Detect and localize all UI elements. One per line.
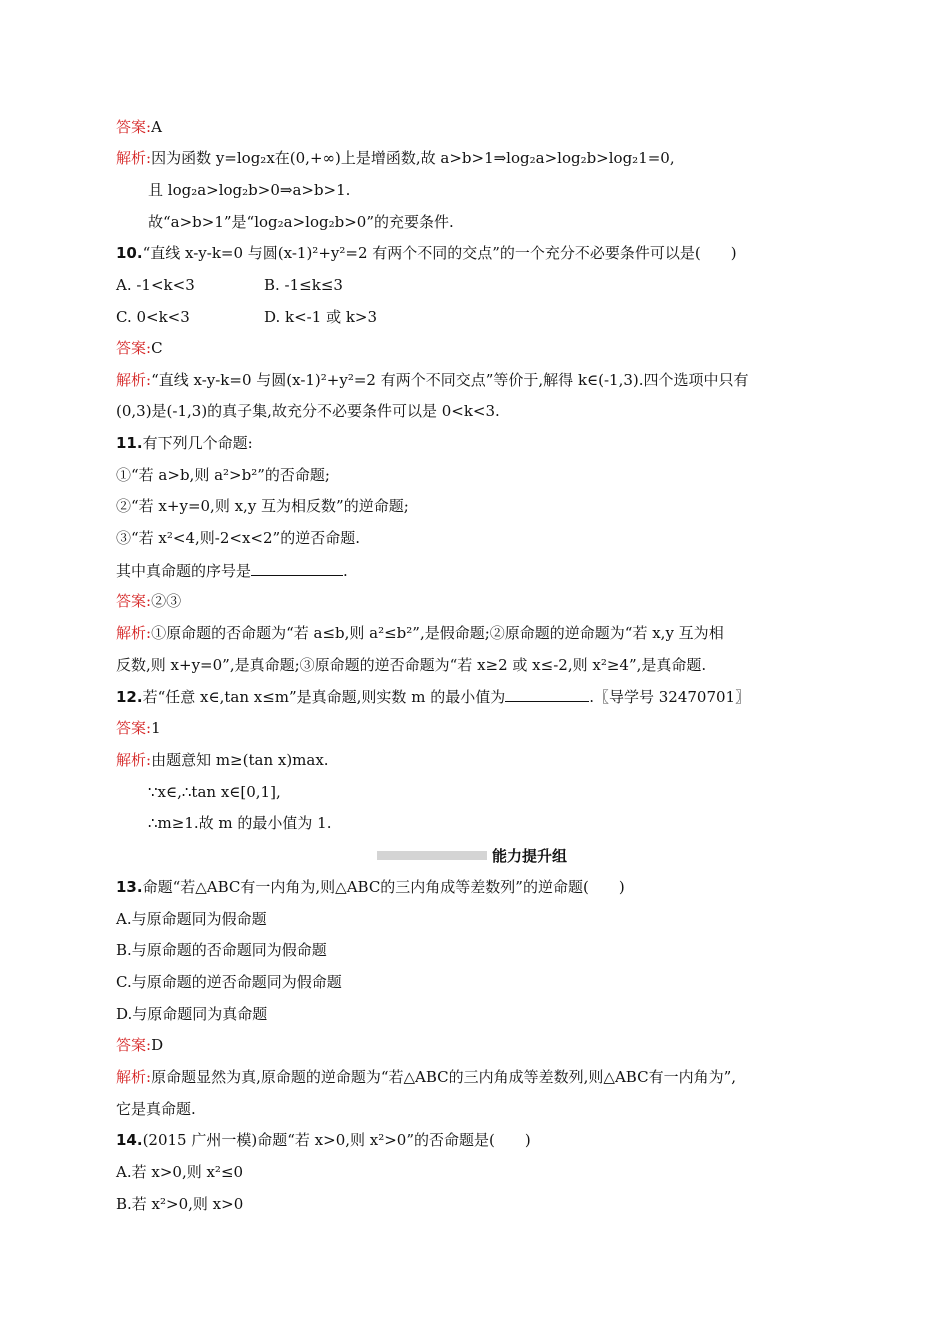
question-10: 10.“直线 x-y-k=0 与圆(x-1)²+y²=2 有两个不同的交点”的一个充分不必要条件可以是( ) [116, 244, 737, 262]
answer-11: 答案:②③ [116, 592, 182, 610]
analysis-13: 解析:原命题显然为真,原命题的逆命题为“若△ABC的三内角成等差数列,则△ABC有一内角为”, [116, 1068, 736, 1086]
proposition-3: ③“若 x²<4,则-2<x<2”的逆否命题. [116, 529, 360, 547]
option-10-d: D. k<-1 或 k>3 [264, 308, 378, 326]
proposition-1: ①“若 a>b,则 a²>b²”的否命题; [116, 466, 330, 484]
question-11-blank: 其中真命题的序号是 . [116, 562, 348, 580]
analysis-13-line2: 它是真命题. [116, 1100, 196, 1118]
option-13-a: A.与原命题同为假命题 [116, 910, 267, 928]
analysis-10: 解析:“直线 x-y-k=0 与圆(x-1)²+y²=2 有两个不同交点”等价于,解得 k∈(-1,3).四个选项中只有 [116, 371, 749, 389]
section-divider [377, 851, 487, 860]
analysis-12-line2: ∵x∈,∴tan x∈[0,1], [148, 783, 281, 801]
question-12: 12.若“任意 x∈,tan x≤m”是真命题,则实数 m 的最小值为 .〖导学号 32470701〗 [116, 688, 751, 706]
question-14: 14.(2015 广州一模)命题“若 x>0,则 x²>0”的否命题是( ) [116, 1131, 531, 1149]
option-14-b: B.若 x²>0,则 x>0 [116, 1195, 244, 1213]
analysis-11-line2: 反数,则 x+y=0”,是真命题;③原命题的逆否命题为“若 x≥2 或 x≤-2,则 x²≥4”,是真命题. [116, 656, 707, 674]
question-11: 11.有下列几个命题: [116, 434, 253, 452]
option-10-c: C. 0<k<3 [116, 308, 190, 326]
answer-12: 答案:1 [116, 719, 161, 737]
option-13-d: D.与原命题同为真命题 [116, 1005, 268, 1023]
analysis-11: 解析:①原命题的否命题为“若 a≤b,则 a²≤b²”,是假命题;②原命题的逆命题为“若 x,y 互为相 [116, 624, 724, 642]
analysis-9-line3: 故“a>b>1”是“log₂a>log₂b>0”的充要条件. [148, 213, 454, 231]
analysis-10-line2: (0,3)是(-1,3)的真子集,故充分不必要条件可以是 0<k<3. [116, 402, 500, 420]
proposition-2: ②“若 x+y=0,则 x,y 互为相反数”的逆命题; [116, 497, 409, 515]
analysis-9: 解析:因为函数 y=log₂x在(0,+∞)上是增函数,故 a>b>1⇒log₂a>log₂b>log₂1=0, [116, 149, 675, 167]
analysis-12-line3: ∴m≥1.故 m 的最小值为 1. [148, 814, 332, 832]
option-14-a: A.若 x>0,则 x²≤0 [116, 1163, 244, 1181]
answer-10: 答案:C [116, 339, 163, 357]
option-10-a: A. -1<k<3 [116, 276, 195, 294]
answer-9: 答案:A [116, 118, 162, 136]
analysis-12: 解析:由题意知 m≥(tan x)max. [116, 751, 329, 769]
analysis-9-line2: 且 log₂a>log₂b>0⇒a>b>1. [148, 181, 351, 199]
option-10-b: B. -1≤k≤3 [264, 276, 343, 294]
option-13-c: C.与原命题的逆否命题同为假命题 [116, 973, 342, 991]
question-13: 13.命题“若△ABC有一内角为,则△ABC的三内角成等差数列”的逆命题( ) [116, 878, 625, 896]
section-title: 能力提升组 [492, 847, 568, 865]
answer-13: 答案:D [116, 1036, 164, 1054]
option-13-b: B.与原命题的否命题同为假命题 [116, 941, 327, 959]
